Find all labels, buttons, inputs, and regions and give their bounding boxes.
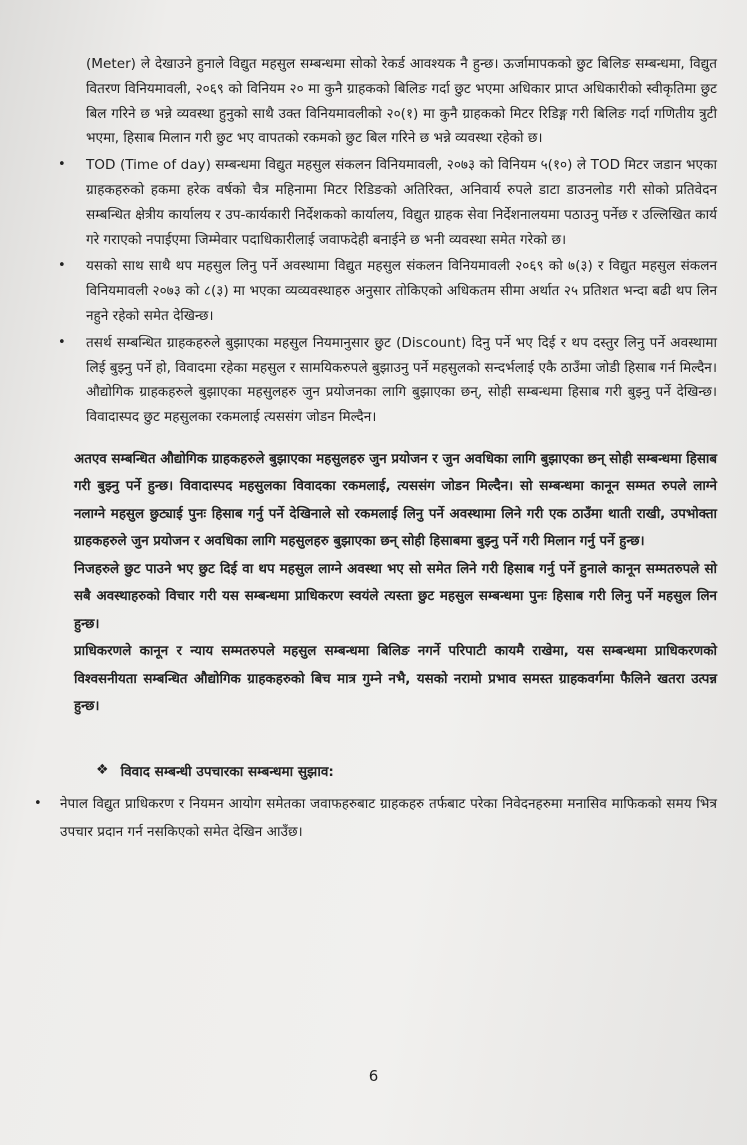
bullet-text: तसर्थ सम्बन्धित ग्राहकहरुले बुझाएका महसुल नियमानुसार छुट (Discount) दिनु पर्ने भए दिई र थप दस्तुर लिनु पर्ने अवस्थामा लिई बुझ्नु पर्ने हो, विवादमा रहेका महसुल र सामयिकरुपले बुझाउनु पर्ने महसुलको सन्दर्भलाई एकै ठाउँमा जोडी हिसाब गर्न मिल्दैन। औद्योगिक ग्राहकहरुले बुझाएका महसुलहरु जुन प्रयोजनका लागि बुझाएका छन्, सोही सम्बन्धमा हिसाब गरी बुझ्नु पर्ने देखिन्छ। विवादास्पद छुट महसुलका रकमलाई त्यससंग जोडन मिल्दैन। xyxy=(86,334,717,426)
bullet-dot-icon: • xyxy=(34,795,42,811)
bold-paragraph-3: प्राधिकरणले कानून र न्याय सम्मतरुपले महसुल सम्बन्धमा बिलिङ नगर्ने परिपाटी कायमै राखेमा, यस सम्बन्धमा प्राधिकरणको विश्वसनीयता सम्बन्धित औद्योगिक ग्राहकहरुको बिच मात्र गुम्ने नभै, यसको नरामो प्रभाव समस्त ग्राहकवर्गमा फैलिने खतरा उत्पन्न हुन्छ। xyxy=(74,644,717,715)
bullet-text: TOD (Time of day) सम्बन्धमा विद्युत महसुल संकलन विनियमावली, २०७३ को विनियम ५(१०) ले TOD मिटर जडान भएका ग्राहकहरुको हकमा हरेक वर्षको चैत्र महिनामा मिटर रिडिङको अतिरिक्त, अनिवार्य रुपले डाटा डाउनलोड गरी सोको प्रतिवेदन सम्बन्धित क्षेत्रीय कार्यालय र उप-कार्यकारी निर्देशकको कार्यालय, विद्युत ग्राहक सेवा निर्देशनालयमा पठाउनु पर्नेछ र उल्लिखित कार्य गरे गराएको नपाईएमा जिम्मेवार पदाधिकारीलाई जवाफदेही बनाईने छ भनी व्यवस्था समेत गरेको छ। xyxy=(86,157,717,248)
bullet-dot-icon: • xyxy=(58,258,66,274)
bullet-dot-icon: • xyxy=(58,157,66,173)
bullet-item-tod xyxy=(58,153,717,252)
section-heading-text: विवाद सम्बन्धी उपचारका सम्बन्धमा सुझाव: xyxy=(120,763,334,780)
diamond-bullet-icon: ❖ xyxy=(96,762,109,779)
bullet-text: यसको साथ साथै थप महसुल लिनु पर्ने अवस्थामा विद्युत महसुल संकलन विनियमावली २०६९ को ७(३) र विद्युत महसुल संकलन विनियमावली २०७३ को ८(३) मा भएका व्यव्यवस्थाहरु अनुसार तोकिएको अधिकतम सीमा अर्थात २५ प्रतिशत भन्दा बढी थप लिन नहुने रहेको समेत देखिन्छ। xyxy=(86,258,717,324)
page-number: 6 xyxy=(368,1067,379,1085)
bullet-text: नेपाल विद्युत प्राधिकरण र नियमन आयोग समेतका जवाफहरुबाट ग्राहकहरु तर्फबाट परेका निवेदनहरुमा मनासिव माफिकको समय भित्र उपचार प्रदान गर्न नसकिएको समेत देखिन आउँछ। xyxy=(60,795,717,840)
section-heading xyxy=(96,761,717,780)
bold-paragraph-2: निजहरुले छुट पाउने भए छुट दिई वा थप महसुल लाग्ने अवस्था भए सो समेत लिने गरी हिसाब गर्नु पर्ने हुनाले कानून सम्मतरुपले सो सबै अवस्थाहरुको विचार गरी यस सम्बन्धमा प्राधिकरण स्वयंले त्यस्ता छुट महसुल सम्बन्धमा पुनः हिसाब गरी लिनु पर्ने महसुल लिन हुन्छ। xyxy=(74,561,717,632)
bullet-list xyxy=(58,153,717,430)
bullet-item-additional-tariff xyxy=(58,254,717,328)
bullet-item-discount xyxy=(58,331,717,430)
bold-paragraph-1: अतएव सम्बन्धित औद्योगिक ग्राहकहरुले बुझाएका महसुलहरु जुन प्रयोजन र जुन अवधिका लागि बुझाएका छन् सोही सम्बन्धमा हिसाब गरी बुझ्नु पर्ने हुन्छ। विवादास्पद महसुलका विवादका रकमलाई, त्यससंग जोडन मिल्दैन। सो सम्बन्धमा कानून सम्मत रुपले लाग्ने नलाग्ने महसुल छुट्याई पुनः हिसाब गर्नु पर्ने देखिनाले सो रकमलाई लिनु पर्ने अवस्थामा लिने गरी एक ठाउँमा थाती राखी, उपभोक्ता ग्राहकहरुले जुन प्रयोजन र अवधिका लागि महसुलहरु बुझाएका छन् सोही हिसाबमा बुझ्नु पर्ने गरी मिलान गर्नु पर्ने हुन्छ। xyxy=(74,451,717,550)
bullet-dot-icon: • xyxy=(58,334,66,350)
intro-paragraph: (Meter) ले देखाउने हुनाले विद्युत महसुल सम्बन्धमा सोको रेकर्ड आवश्यक नै हुन्छ। ऊर्जामापकको छुट बिलिङ सम्बन्धमा, विद्युत वितरण विनियमावली, २०६९ को विनियम २० मा कुनै ग्राहकको बिलिङ गर्दा छुट भएमा अधिकार प्राप्त अधिकारीको स्वीकृतिमा छुट बिल गरिने छ भन्ने व्यवस्था हुनुको साथै उक्त विनियमावलीको २०(१) मा कुनै ग्राहकको मिटर रिडिङ्ग गरी बिलिङ गर्दा गणितीय त्रुटी भएमा, हिसाब मिलान गरी छुट भए वापतको रकमको छुट बिल गरिने छ भन्ने व्यवस्था रहेको छ। xyxy=(86,56,717,147)
bullet-item-remedy xyxy=(34,790,717,846)
